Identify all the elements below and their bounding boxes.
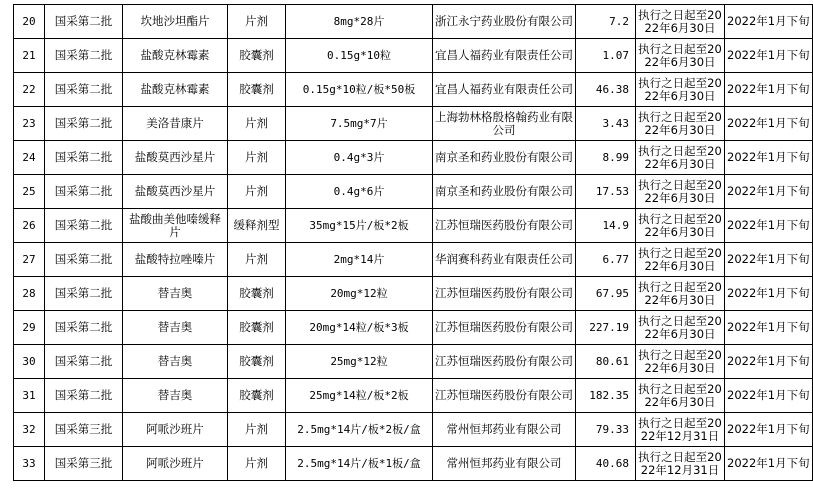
specification-cell: 25mg*12粒: [286, 345, 433, 379]
specification-cell: 20mg*12粒: [286, 277, 433, 311]
drug-name-cell: 盐酸曲美他嗪缓释片: [123, 209, 228, 243]
batch-cell: 国采第二批: [45, 209, 123, 243]
table-row: [14, 209, 813, 243]
table-row: [14, 311, 813, 345]
manufacturer-cell: 上海勃林格殷格翰药业有限公司: [433, 107, 576, 141]
batch-cell: 国采第二批: [45, 379, 123, 413]
execution-period-cell: 执行之日起至2022年6月30日: [636, 345, 725, 379]
row-number-cell: 25: [14, 175, 45, 209]
drug-name-cell: 替吉奥: [123, 277, 228, 311]
implementation-time-cell: 2022年1月下旬: [725, 311, 813, 345]
dosage-form-cell: 胶囊剂: [228, 311, 286, 345]
specification-cell: 25mg*14粒/板*2板: [286, 379, 433, 413]
specification-cell: 35mg*15片/板*2板: [286, 209, 433, 243]
price-cell: 14.9: [576, 209, 636, 243]
specification-cell: 20mg*14粒/板*3板: [286, 311, 433, 345]
implementation-time-cell: 2022年1月下旬: [725, 107, 813, 141]
table-row: [14, 345, 813, 379]
implementation-time-cell: 2022年1月下旬: [725, 243, 813, 277]
dosage-form-cell: 片剂: [228, 5, 286, 39]
table-row: [14, 141, 813, 175]
drug-name-cell: 美洛昔康片: [123, 107, 228, 141]
batch-cell: 国采第二批: [45, 107, 123, 141]
row-number-cell: 23: [14, 107, 45, 141]
batch-cell: 国采第二批: [45, 277, 123, 311]
drug-name-cell: 替吉奥: [123, 345, 228, 379]
price-cell: 1.07: [576, 39, 636, 73]
execution-period-cell: 执行之日起至2022年6月30日: [636, 175, 725, 209]
drug-name-cell: 盐酸莫西沙星片: [123, 141, 228, 175]
manufacturer-cell: 江苏恒瑞医药股份有限公司: [433, 277, 576, 311]
batch-cell: 国采第三批: [45, 447, 123, 481]
batch-cell: 国采第二批: [45, 5, 123, 39]
manufacturer-cell: 宜昌人福药业有限责任公司: [433, 39, 576, 73]
manufacturer-cell: 江苏恒瑞医药股份有限公司: [433, 311, 576, 345]
execution-period-cell: 执行之日起至2022年6月30日: [636, 39, 725, 73]
dosage-form-cell: 片剂: [228, 141, 286, 175]
drug-name-cell: 阿哌沙班片: [123, 413, 228, 447]
row-number-cell: 33: [14, 447, 45, 481]
row-number-cell: 32: [14, 413, 45, 447]
row-number-cell: 24: [14, 141, 45, 175]
table-row: [14, 73, 813, 107]
specification-cell: 7.5mg*7片: [286, 107, 433, 141]
row-number-cell: 31: [14, 379, 45, 413]
execution-period-cell: 执行之日起至2022年6月30日: [636, 379, 725, 413]
execution-period-cell: 执行之日起至2022年6月30日: [636, 277, 725, 311]
execution-period-cell: 执行之日起至2022年12月31日: [636, 413, 725, 447]
manufacturer-cell: 江苏恒瑞医药股份有限公司: [433, 345, 576, 379]
price-cell: 17.53: [576, 175, 636, 209]
specification-cell: 2.5mg*14片/板*2板/盒: [286, 413, 433, 447]
row-number-cell: 29: [14, 311, 45, 345]
drug-name-cell: 盐酸特拉唑嗪片: [123, 243, 228, 277]
price-cell: 46.38: [576, 73, 636, 107]
table-row: [14, 107, 813, 141]
specification-cell: 0.15g*10粒/板*50板: [286, 73, 433, 107]
manufacturer-cell: 华润赛科药业有限责任公司: [433, 243, 576, 277]
execution-period-cell: 执行之日起至2022年12月31日: [636, 447, 725, 481]
manufacturer-cell: 常州恒邦药业有限公司: [433, 447, 576, 481]
row-number-cell: 27: [14, 243, 45, 277]
specification-cell: 0.15g*10粒: [286, 39, 433, 73]
drug-name-cell: 盐酸克林霉素: [123, 39, 228, 73]
row-number-cell: 26: [14, 209, 45, 243]
price-cell: 182.35: [576, 379, 636, 413]
table-row: [14, 5, 813, 39]
batch-cell: 国采第二批: [45, 345, 123, 379]
row-number-cell: 21: [14, 39, 45, 73]
row-number-cell: 20: [14, 5, 45, 39]
specification-cell: 2.5mg*14片/板*1板/盒: [286, 447, 433, 481]
specification-cell: 8mg*28片: [286, 5, 433, 39]
manufacturer-cell: 南京圣和药业股份有限公司: [433, 141, 576, 175]
table-body: [14, 5, 813, 481]
dosage-form-cell: 胶囊剂: [228, 39, 286, 73]
execution-period-cell: 执行之日起至2022年6月30日: [636, 141, 725, 175]
table-row: [14, 243, 813, 277]
execution-period-cell: 执行之日起至2022年6月30日: [636, 209, 725, 243]
price-cell: 79.33: [576, 413, 636, 447]
implementation-time-cell: 2022年1月下旬: [725, 209, 813, 243]
implementation-time-cell: 2022年1月下旬: [725, 379, 813, 413]
drug-name-cell: 盐酸克林霉素: [123, 73, 228, 107]
execution-period-cell: 执行之日起至2022年6月30日: [636, 107, 725, 141]
price-cell: 40.68: [576, 447, 636, 481]
drug-procurement-sheet: [13, 4, 813, 481]
dosage-form-cell: 片剂: [228, 447, 286, 481]
implementation-time-cell: 2022年1月下旬: [725, 73, 813, 107]
row-number-cell: 28: [14, 277, 45, 311]
price-cell: 227.19: [576, 311, 636, 345]
batch-cell: 国采第二批: [45, 243, 123, 277]
table-row: [14, 447, 813, 481]
implementation-time-cell: 2022年1月下旬: [725, 5, 813, 39]
table-row: [14, 413, 813, 447]
implementation-time-cell: 2022年1月下旬: [725, 413, 813, 447]
batch-cell: 国采第三批: [45, 413, 123, 447]
drug-name-cell: 替吉奥: [123, 311, 228, 345]
manufacturer-cell: 江苏恒瑞医药股份有限公司: [433, 379, 576, 413]
price-cell: 80.61: [576, 345, 636, 379]
batch-cell: 国采第二批: [45, 73, 123, 107]
row-number-cell: 22: [14, 73, 45, 107]
price-cell: 6.77: [576, 243, 636, 277]
drug-procurement-table: [13, 4, 813, 481]
batch-cell: 国采第二批: [45, 175, 123, 209]
batch-cell: 国采第二批: [45, 39, 123, 73]
batch-cell: 国采第二批: [45, 141, 123, 175]
dosage-form-cell: 胶囊剂: [228, 379, 286, 413]
specification-cell: 2mg*14片: [286, 243, 433, 277]
implementation-time-cell: 2022年1月下旬: [725, 141, 813, 175]
batch-cell: 国采第二批: [45, 311, 123, 345]
dosage-form-cell: 片剂: [228, 175, 286, 209]
manufacturer-cell: 常州恒邦药业有限公司: [433, 413, 576, 447]
manufacturer-cell: 宜昌人福药业有限责任公司: [433, 73, 576, 107]
drug-name-cell: 替吉奥: [123, 379, 228, 413]
execution-period-cell: 执行之日起至2022年6月30日: [636, 5, 725, 39]
drug-name-cell: 阿哌沙班片: [123, 447, 228, 481]
dosage-form-cell: 胶囊剂: [228, 345, 286, 379]
table-row: [14, 39, 813, 73]
table-row: [14, 379, 813, 413]
price-cell: 3.43: [576, 107, 636, 141]
price-cell: 7.2: [576, 5, 636, 39]
drug-name-cell: 盐酸莫西沙星片: [123, 175, 228, 209]
manufacturer-cell: 江苏恒瑞医药股份有限公司: [433, 209, 576, 243]
price-cell: 8.99: [576, 141, 636, 175]
table-row: [14, 175, 813, 209]
dosage-form-cell: 片剂: [228, 243, 286, 277]
table-row: [14, 277, 813, 311]
price-cell: 67.95: [576, 277, 636, 311]
implementation-time-cell: 2022年1月下旬: [725, 175, 813, 209]
specification-cell: 0.4g*6片: [286, 175, 433, 209]
implementation-time-cell: 2022年1月下旬: [725, 277, 813, 311]
dosage-form-cell: 缓释剂型: [228, 209, 286, 243]
specification-cell: 0.4g*3片: [286, 141, 433, 175]
dosage-form-cell: 片剂: [228, 107, 286, 141]
implementation-time-cell: 2022年1月下旬: [725, 447, 813, 481]
manufacturer-cell: 南京圣和药业股份有限公司: [433, 175, 576, 209]
drug-name-cell: 坎地沙坦酯片: [123, 5, 228, 39]
execution-period-cell: 执行之日起至2022年6月30日: [636, 73, 725, 107]
dosage-form-cell: 胶囊剂: [228, 73, 286, 107]
dosage-form-cell: 胶囊剂: [228, 277, 286, 311]
manufacturer-cell: 浙江永宁药业股份有限公司: [433, 5, 576, 39]
dosage-form-cell: 片剂: [228, 413, 286, 447]
execution-period-cell: 执行之日起至2022年6月30日: [636, 243, 725, 277]
execution-period-cell: 执行之日起至2022年6月30日: [636, 311, 725, 345]
implementation-time-cell: 2022年1月下旬: [725, 39, 813, 73]
row-number-cell: 30: [14, 345, 45, 379]
implementation-time-cell: 2022年1月下旬: [725, 345, 813, 379]
